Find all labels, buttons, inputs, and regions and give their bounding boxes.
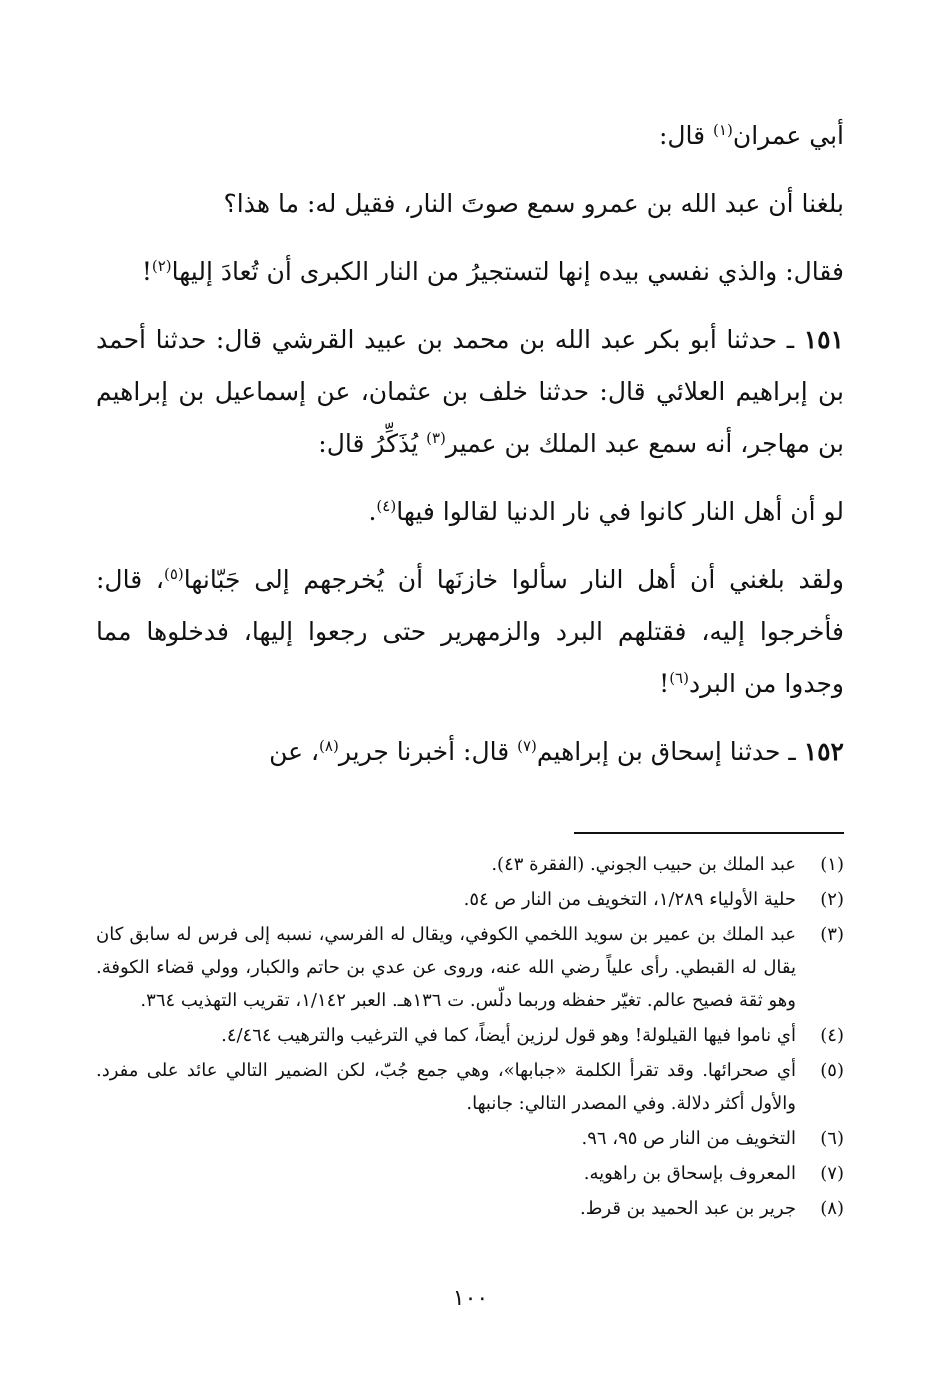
footnote-ref-5: (٥) — [164, 565, 184, 583]
paragraph-151 — [96, 314, 844, 470]
report-number-152: ١٥٢ — [803, 737, 844, 766]
footnote-number: (٣) — [820, 924, 844, 945]
paragraph-5-text: لو أن أهل النار كانوا في نار الدنيا لقالوا فيها — [396, 497, 844, 526]
footnote-ref-3: (٣) — [426, 429, 446, 447]
footnote-ref-6: (٦) — [669, 669, 689, 687]
paragraph-3-text: فقال: والذي نفسي بيده إنها لتستجيرُ من النار الكبرى أن تُعادَ إليها — [171, 257, 844, 286]
paragraph-3 — [96, 246, 844, 298]
page-number: ١٠٠ — [452, 1286, 489, 1311]
footnote-text: عبد الملك بن عمير بن سويد اللخمي الكوفي، ويقال له الفرسي، نسبه إلى فرس له سابق كان يقال له القبطي. رأى علياً رضي الله عنه، وروى عن عدي بن حاتم والكبار، وولي قضاء الكوفة. وهو ثقة فصيح عالم. تغيّر حفظه وربما دلّس. ت ١٣٦هـ. العبر ١/١٤٢، تقريب التهذيب ٣٦٤. — [96, 924, 796, 1011]
paragraph-1 — [96, 110, 844, 162]
paragraph-3-tail: ! — [141, 257, 152, 286]
footnote-item — [96, 1157, 844, 1190]
footnote-ref-2: (٢) — [151, 257, 172, 275]
footnote-text: أي ناموا فيها القيلولة! وهو قول لرزين أيضاً، كما في الترغيب والترهيب ٤/٤٦٤. — [221, 1025, 796, 1046]
report-number-151: ١٥١ — [803, 325, 844, 354]
footnote-number: (٨) — [820, 1198, 844, 1219]
footnotes — [96, 848, 844, 1227]
paragraph-5-tail: . — [368, 497, 377, 526]
footnote-text: جرير بن عبد الحميد بن قرط. — [580, 1198, 796, 1219]
footnote-text: حلية الأولياء ١/٢٨٩، التخويف من النار ص ٥٤. — [463, 889, 796, 910]
paragraph-151-text: ـ حدثنا أبو بكر عبد الله بن محمد بن عبيد القرشي قال: حدثنا أحمد بن إبراهيم العلائي قال: حدثنا خلف بن عثمان، عن إسماعيل بن إبراهيم بن مهاجر، أنه سمع عبد الملك بن عمير — [96, 325, 844, 458]
footnote-item — [96, 1122, 844, 1155]
footnote-number: (٤) — [820, 1025, 844, 1046]
footnote-ref-1: (١) — [713, 121, 733, 139]
footnote-number: (٧) — [820, 1163, 844, 1184]
footnote-ref-7: (٧) — [517, 737, 537, 755]
paragraph-152-mid: قال: أخبرنا جرير — [338, 737, 518, 766]
footnote-number: (٦) — [820, 1128, 844, 1149]
footnote-ref-4: (٤) — [376, 497, 397, 515]
book-page — [96, 110, 844, 1219]
footnote-text: التخويف من النار ص ٩٥، ٩٦. — [581, 1128, 796, 1149]
footnote-item — [96, 1192, 844, 1225]
footnote-item — [96, 883, 844, 916]
footnote-number: (٢) — [820, 889, 844, 910]
paragraph-1-tail: قال: — [658, 121, 714, 150]
footnote-ref-8: (٨) — [319, 737, 339, 755]
footnote-item — [96, 1054, 844, 1120]
paragraph-152 — [96, 726, 844, 778]
footnote-text: أي صحرائها. وقد تقرأ الكلمة «جبابها»، وهي جمع جُبّ، لكن الضمير التالي عائد على مفرد. والأول أكثر دلالة. وفي المصدر التالي: جانبها. — [96, 1060, 796, 1114]
paragraph-6-mid: ، قال: فأخرجوا إليه، فقتلهم البرد والزمهرير حتى رجعوا إليها، فدخلوها مما وجدوا من البرد — [96, 565, 844, 698]
footnote-text: المعروف بإسحاق بن راهويه. — [583, 1163, 796, 1184]
footnote-divider — [574, 832, 844, 834]
paragraph-2: بلغنا أن عبد الله بن عمرو سمع صوتَ النار، فقيل له: ما هذا؟ — [223, 189, 844, 218]
paragraph-6 — [96, 554, 844, 710]
footnote-number: (٥) — [820, 1060, 844, 1081]
paragraph-1-text: أبي عمران — [732, 121, 844, 150]
footnote-item — [96, 1019, 844, 1052]
paragraph-152-tail: ، عن — [269, 737, 320, 766]
paragraph-6-tail: ! — [659, 669, 670, 698]
footnote-number: (١) — [820, 854, 844, 875]
paragraph-152-text: ـ حدثنا إسحاق بن إبراهيم — [536, 737, 804, 766]
footnote-text: عبد الملك بن حبيب الجوني. (الفقرة ٤٣). — [491, 854, 796, 875]
footnote-item — [96, 848, 844, 881]
paragraph-5 — [96, 486, 844, 538]
paragraph-6-text: ولقد بلغني أن أهل النار سألوا خازنَها أن يُخرجهم إلى جَبّانها — [183, 565, 844, 594]
footnote-item — [96, 918, 844, 1017]
main-text — [96, 110, 844, 778]
paragraph-151-tail: يُذَكِّرُ قال: — [318, 429, 427, 458]
